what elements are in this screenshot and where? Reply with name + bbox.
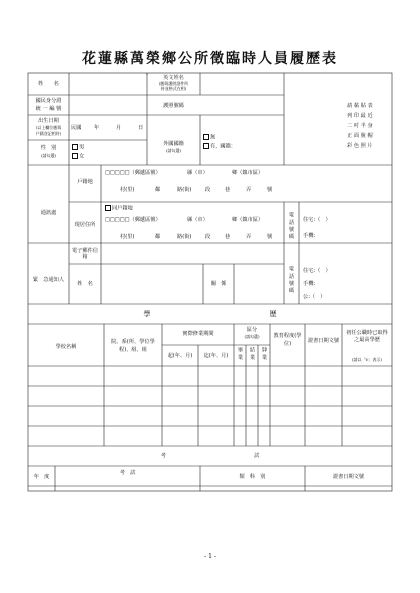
- form-title: 花蓮縣萬榮鄉公所徵臨時人員履歷表: [82, 51, 338, 67]
- current-section: 段: [205, 234, 211, 240]
- passport-label: 護照號碼: [163, 103, 184, 109]
- phone-label: 電話號碼: [288, 212, 294, 241]
- household-alley: 弄: [246, 187, 252, 193]
- photo-line-4: 正 面 脫 帽: [347, 133, 373, 139]
- female-checkbox[interactable]: [72, 153, 78, 159]
- postal-label: （郵遞區號）: [129, 217, 161, 223]
- female-label: 女: [79, 153, 85, 160]
- gender-male-option[interactable]: [72, 144, 84, 151]
- current-road: 路(街): [177, 234, 192, 240]
- education-heading: 學 歷: [143, 310, 277, 318]
- english-name-note: (應與護照證件所: [158, 81, 189, 86]
- emergency-phone-label: 電話號碼: [288, 266, 294, 295]
- birth-era: 民國: [71, 125, 82, 131]
- photo-line-5: 彩 色 照 片: [347, 143, 373, 149]
- emergency-home-phone: 住宅:（ ）: [303, 268, 331, 274]
- current-number: 號: [267, 234, 273, 240]
- exam-year-header: 年 度: [33, 474, 50, 480]
- exam-category-header: 類 科 別: [239, 474, 266, 480]
- foreign-has-option[interactable]: [203, 143, 236, 150]
- highest-education-note: (請以「V」表示): [351, 357, 382, 362]
- id-label: 國民身分證: [35, 98, 62, 104]
- same-as-household-option[interactable]: [105, 205, 133, 212]
- email-label: 電子郵件信 箱: [72, 248, 104, 260]
- household-neighborhood: 鄰: [155, 187, 161, 193]
- has-checkbox[interactable]: [203, 143, 209, 149]
- foreign-note: (請勾選): [165, 148, 182, 153]
- graduated-header: 畢業: [237, 347, 243, 362]
- name-label: 姓 名: [38, 81, 59, 87]
- foreign-label: 外國國籍: [163, 141, 184, 147]
- household-lane: 巷: [225, 187, 231, 193]
- home-phone-label: 住宅:（ ）: [303, 217, 331, 223]
- gender-female-option[interactable]: [72, 153, 84, 160]
- photo-line-2: 列 印 最 近: [347, 113, 373, 119]
- current-lane: 巷: [225, 234, 231, 240]
- current-address-label: 現居住所: [74, 222, 96, 228]
- current-neighborhood: 鄰: [155, 234, 161, 240]
- same-checkbox[interactable]: [105, 205, 111, 211]
- emergency-mobile: 手機:: [303, 281, 316, 287]
- current-village: 村(里): [120, 234, 135, 240]
- certificate-header: 證書日期文號: [307, 338, 340, 344]
- postal-label: （郵遞區號）: [129, 170, 161, 176]
- none-checkbox[interactable]: [203, 134, 209, 140]
- male-checkbox[interactable]: [72, 144, 78, 150]
- household-number: 號: [267, 187, 273, 193]
- exam-heading: 考 試: [160, 453, 260, 459]
- has-label: 有，國籍：: [210, 143, 236, 150]
- household-township: 鄉（鎮市區）: [232, 170, 264, 176]
- none-label: 無: [210, 134, 216, 141]
- birth-year-label: 年: [94, 125, 100, 131]
- completed-header: 結業: [249, 347, 255, 362]
- household-village: 村(里): [120, 187, 135, 193]
- end-date-header: 迄(年、月): [203, 353, 229, 359]
- current-township: 鄉（鎮市區）: [232, 217, 264, 223]
- page-number: - 1 -: [204, 553, 216, 560]
- foreign-none-option[interactable]: [203, 134, 215, 141]
- emergency-relation-label: 關 係: [210, 281, 227, 287]
- current-postal: □□□□□（郵遞區號）: [105, 217, 161, 223]
- photo-line-1: 請 黏 貼 表: [347, 103, 373, 109]
- current-county: 縣（市）: [187, 217, 208, 223]
- degree-header: 教育程度(學位): [273, 333, 302, 347]
- same-label: 同戶籍地: [112, 205, 133, 212]
- male-label: 男: [79, 144, 85, 151]
- study-period-header: 實際修業期間: [182, 331, 214, 337]
- status-note: (請勾選): [244, 334, 260, 339]
- birth-note-2: 戶籍登記相符): [35, 131, 62, 136]
- gender-label: 性 別: [40, 145, 57, 151]
- status-header: 區分: [246, 327, 258, 333]
- highest-education-header: 初任公職時已取得之最高學歷: [346, 330, 388, 343]
- birth-month-label: 月: [116, 125, 122, 131]
- department-header: 院、系(所、學位學程)、組、組: [111, 339, 155, 353]
- household-label: 戶籍地: [77, 179, 93, 185]
- current-alley: 弄: [246, 234, 252, 240]
- household-section: 段: [205, 187, 211, 193]
- emergency-office-phone: 公:（ ）: [303, 294, 326, 300]
- household-county: 縣（市）: [187, 170, 208, 176]
- english-name-note-2: 持並格式在相): [160, 86, 187, 91]
- address-section-label: 通訊處: [40, 210, 57, 216]
- gender-note: (請勾選): [40, 153, 57, 158]
- birth-day-label: 日: [138, 125, 144, 131]
- start-date-header: 起(年、月): [167, 353, 193, 359]
- household-postal: □□□□□（郵遞區號）: [105, 170, 161, 176]
- birth-label: 出生日期: [38, 118, 59, 124]
- english-name-label: 英文姓名: [163, 75, 184, 81]
- emergency-name-label: 姓 名: [77, 281, 93, 287]
- emergency-label: 緊 急通知人: [32, 277, 65, 283]
- mobile-phone-label: 手機:: [303, 233, 316, 239]
- id-label-2: 統 一 編 號: [35, 106, 62, 112]
- dropout-header: 肄業: [261, 347, 267, 362]
- photo-line-3: 二 吋 半 身: [347, 123, 373, 129]
- school-name-header: 學校名稱: [55, 344, 77, 350]
- exam-certificate-header: 證書日期文號: [332, 474, 365, 480]
- birth-note: (以上欄位應與: [35, 125, 62, 130]
- household-road: 路(街): [177, 187, 192, 193]
- exam-name-header: 考 試: [119, 470, 136, 476]
